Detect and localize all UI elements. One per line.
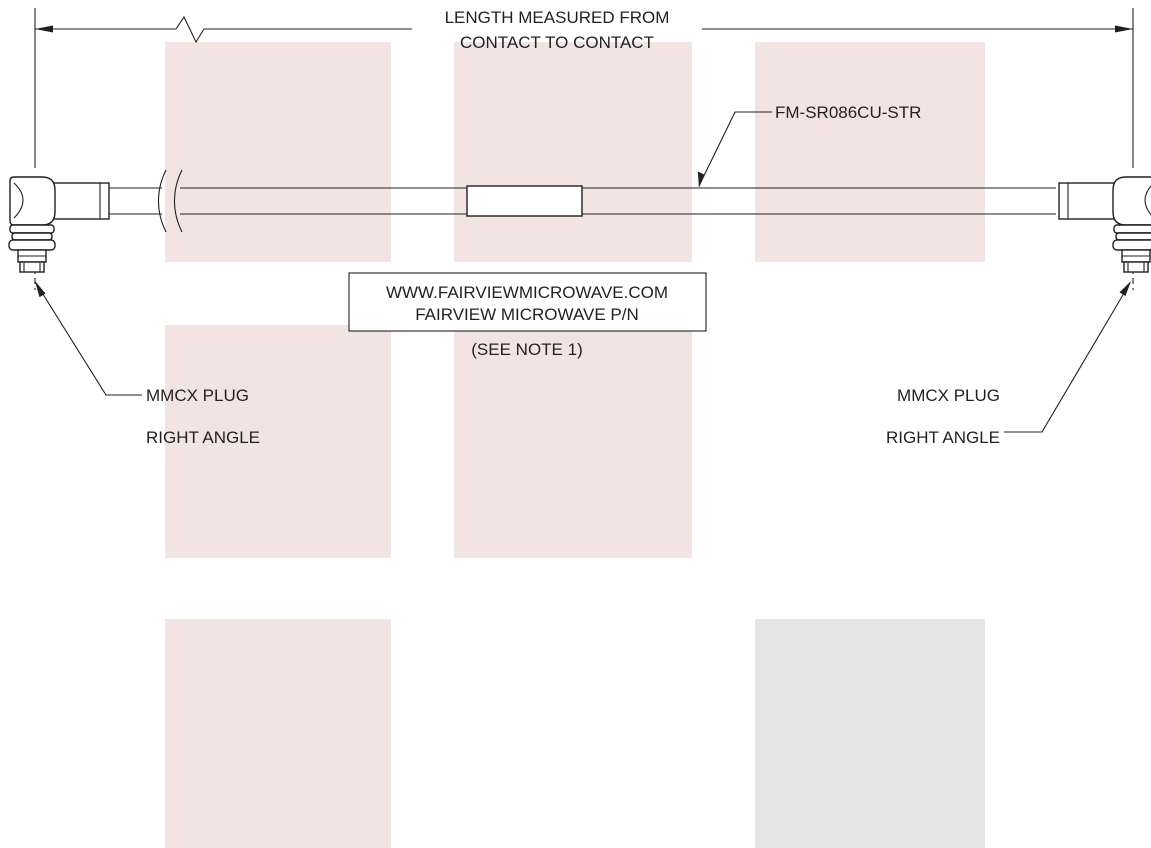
marking-label-pn: FAIRVIEW MICROWAVE P/N xyxy=(415,305,639,324)
right-connector xyxy=(1059,177,1151,272)
right-connector-callout xyxy=(886,281,1131,447)
cable-marker-sleeve xyxy=(467,186,582,216)
left-connector-label-line2: RIGHT ANGLE xyxy=(146,428,260,447)
right-connector-label-line1: MMCX PLUG xyxy=(897,386,1000,405)
left-connector xyxy=(9,177,109,272)
cable-break-mark xyxy=(159,170,167,232)
marking-label-url: WWW.FAIRVIEWMICROWAVE.COM xyxy=(385,283,669,302)
dimension-label-line1: LENGTH MEASURED FROM xyxy=(444,8,670,27)
right-connector-label-line2: RIGHT ANGLE xyxy=(886,428,1000,447)
dimension-label-line2: CONTACT TO CONTACT xyxy=(460,33,654,52)
marking-label-note: (SEE NOTE 1) xyxy=(471,340,583,359)
watermark-block xyxy=(165,619,391,848)
dimension-arrow-left xyxy=(35,26,53,33)
cable-part-number: FM-SR086CU-STR xyxy=(775,103,922,122)
watermark-block xyxy=(755,42,985,262)
watermark-blocks xyxy=(165,42,985,848)
dimension-arrow-right xyxy=(1115,26,1133,33)
watermark-block xyxy=(755,619,985,848)
watermark-block xyxy=(454,325,692,558)
leader-arrow xyxy=(1120,281,1132,296)
watermark-block xyxy=(165,42,391,262)
left-connector-label-line1: MMCX PLUG xyxy=(146,386,249,405)
watermark-block xyxy=(454,42,692,262)
